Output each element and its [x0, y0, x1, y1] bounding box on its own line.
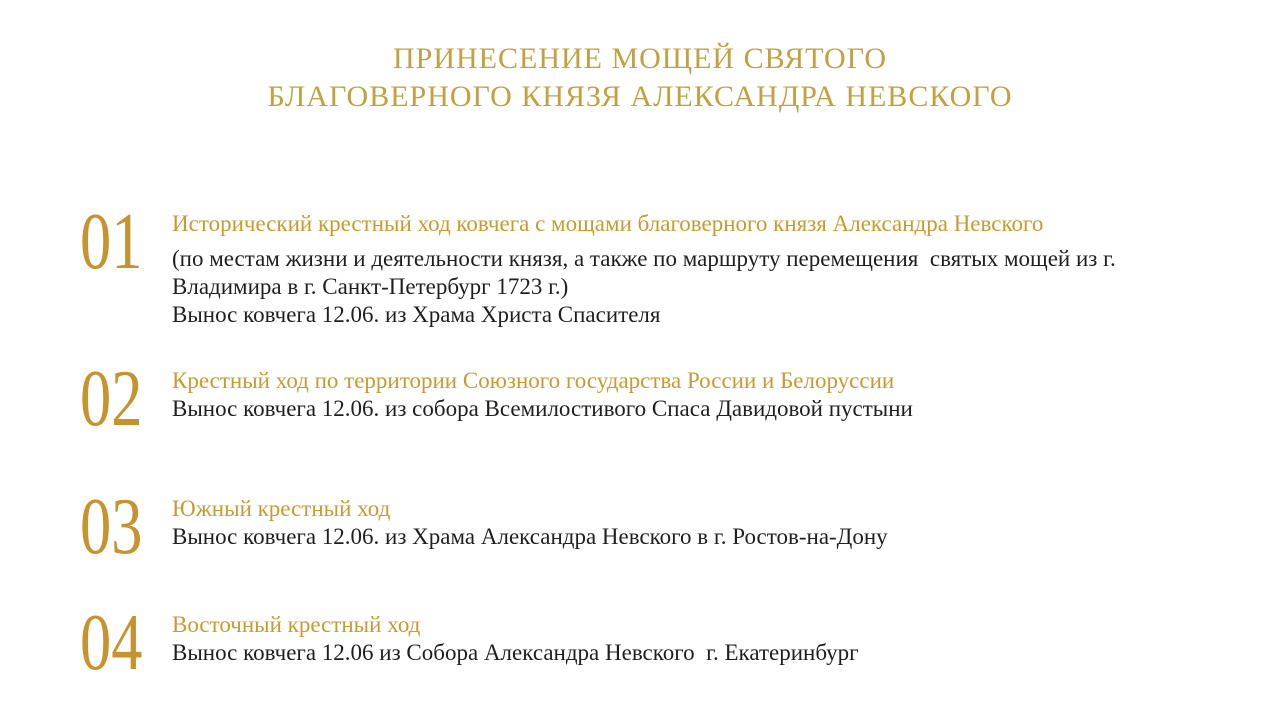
- item-number: 04: [80, 599, 143, 687]
- item-body-line: Вынос ковчега 12.06. из Храма Христа Спасителя: [172, 302, 661, 327]
- item-body-line: Вынос ковчега 12.06 из Собора Александра Невского г. Екатеринбург: [172, 640, 859, 665]
- item-body-line: Владимира в г. Санкт-Петербург 1723 г.): [172, 274, 569, 299]
- item-text: [172, 611, 1212, 667]
- list-item: [80, 599, 1220, 687]
- slide-title: [0, 0, 1280, 116]
- item-body-line: Вынос ковчега 12.06. из собора Всемилостивого Спаса Давидовой пустыни: [172, 396, 913, 421]
- items-list: [0, 198, 1280, 687]
- item-body-line: (по местам жизни и деятельности князя, а также по маршруту перемещения святых мощей из г.: [172, 246, 1116, 271]
- item-body-line: Вынос ковчега 12.06. из Храма Александра Невского в г. Ростов-на-Дону: [172, 524, 888, 549]
- title-line-1: ПРИНЕСЕНИЕ МОЩЕЙ СВЯТОГО: [393, 42, 887, 75]
- item-text: [172, 210, 1212, 329]
- item-heading: Южный крестный ход: [172, 496, 391, 521]
- title-line-2: БЛАГОВЕРНОГО КНЯЗЯ АЛЕКСАНДРА НЕВСКОГО: [267, 80, 1013, 113]
- item-heading: Крестный ход по территории Союзного государства России и Белоруссии: [172, 368, 895, 393]
- list-item: [80, 355, 1220, 443]
- item-number: 02: [80, 355, 143, 443]
- item-heading: Исторический крестный ход ковчега с мощами благоверного князя Александра Невского: [172, 211, 1044, 236]
- item-heading: Восточный крестный ход: [172, 612, 421, 637]
- item-number: 03: [80, 483, 143, 571]
- item-number: 01: [80, 198, 143, 286]
- list-item: [80, 483, 1220, 571]
- list-item: [80, 198, 1220, 329]
- item-text: [172, 495, 1212, 551]
- item-text: [172, 367, 1212, 423]
